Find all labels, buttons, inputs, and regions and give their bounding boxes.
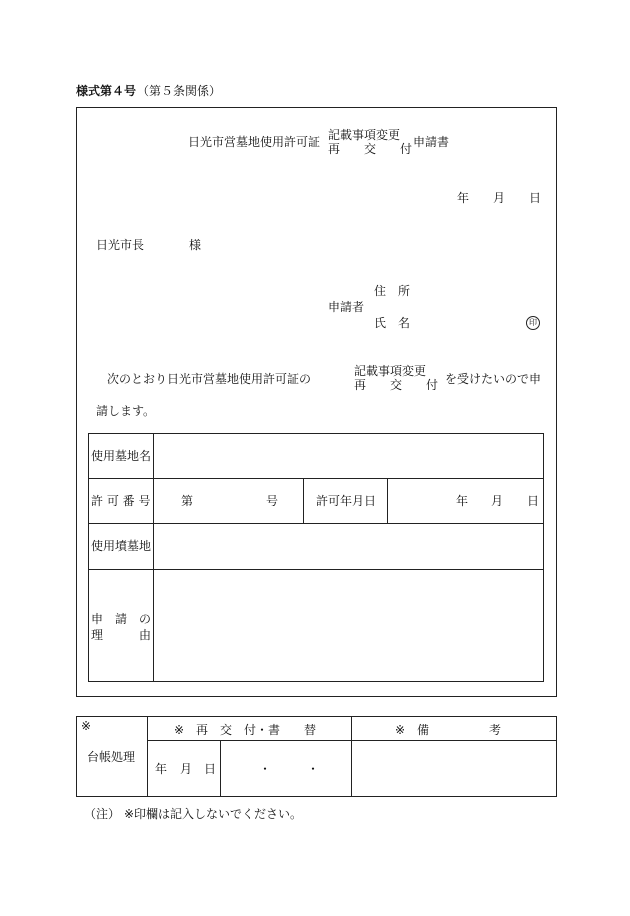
date-month: 月 (493, 191, 506, 205)
office-month: 月 (180, 762, 193, 776)
office-divider-1 (147, 716, 148, 797)
body-text-line2: 請します。 (96, 404, 156, 418)
table-permit-divider-2 (387, 478, 388, 523)
form-title: 日光市営墓地使用許可証 (188, 135, 321, 149)
office-year: 年 (155, 762, 168, 776)
plot-label: 使用墳墓地 (91, 539, 152, 553)
title-suffix: 申請書 (413, 135, 450, 149)
office-dots: ・ ・ (259, 762, 320, 776)
applicant-address-label: 住 所 (374, 284, 411, 298)
permit-number-go: 号 (266, 494, 279, 508)
title-option-change: 記載事項変更 (328, 128, 401, 142)
table-permit-divider-1 (303, 478, 304, 523)
office-day: 日 (204, 762, 217, 776)
reason-label-line1: 申 請 の (91, 612, 152, 626)
note-label: （注） (84, 807, 121, 821)
seal-mark: 印 (526, 316, 540, 330)
addressee-honorific: 様 (189, 238, 202, 252)
date-year: 年 (457, 191, 470, 205)
office-divider-3 (220, 740, 221, 797)
permit-date-day: 日 (527, 494, 540, 508)
table-line-3 (88, 569, 544, 570)
permit-number-dai: 第 (181, 494, 194, 508)
reason-label-line2: 理 由 (91, 628, 152, 642)
title-option-reissue: 再 交 付 (328, 142, 413, 156)
table-label-divider (153, 433, 154, 682)
note-text: ※印欄は記入しないでください。 (124, 807, 303, 821)
body-option-reissue: 再 交 付 (354, 378, 439, 392)
addressee-name: 日光市長 (96, 238, 145, 252)
permit-date-label: 許可年月日 (316, 494, 377, 508)
body-text-prefix: 次のとおり日光市営墓地使用許可証の (107, 372, 312, 386)
office-asterisk: ※ (81, 719, 92, 733)
table-line-2 (88, 523, 544, 524)
body-option-change: 記載事項変更 (354, 364, 427, 378)
office-header-line (147, 740, 557, 741)
applicant-label: 申請者 (328, 300, 365, 314)
permit-date-year: 年 (456, 494, 469, 508)
form-number: 様式第４号 (76, 84, 137, 98)
reissue-header: ※ 再 交 付・書 替 (174, 723, 317, 737)
permit-number-label: 許 可 番 号 (91, 494, 151, 508)
office-divider-2 (351, 716, 352, 797)
ledger-label: 台帳処理 (87, 750, 136, 764)
grave-name-label: 使用墓地名 (91, 449, 152, 463)
remarks-header: ※ 備 考 (395, 723, 502, 737)
applicant-name-label: 氏 名 (374, 316, 411, 330)
date-day: 日 (529, 191, 542, 205)
body-text-suffix: を受けたいので申 (445, 372, 542, 386)
form-relation: （第５条関係） (137, 84, 222, 98)
details-table (88, 433, 544, 682)
table-line-1 (88, 478, 544, 479)
permit-date-month: 月 (491, 494, 504, 508)
